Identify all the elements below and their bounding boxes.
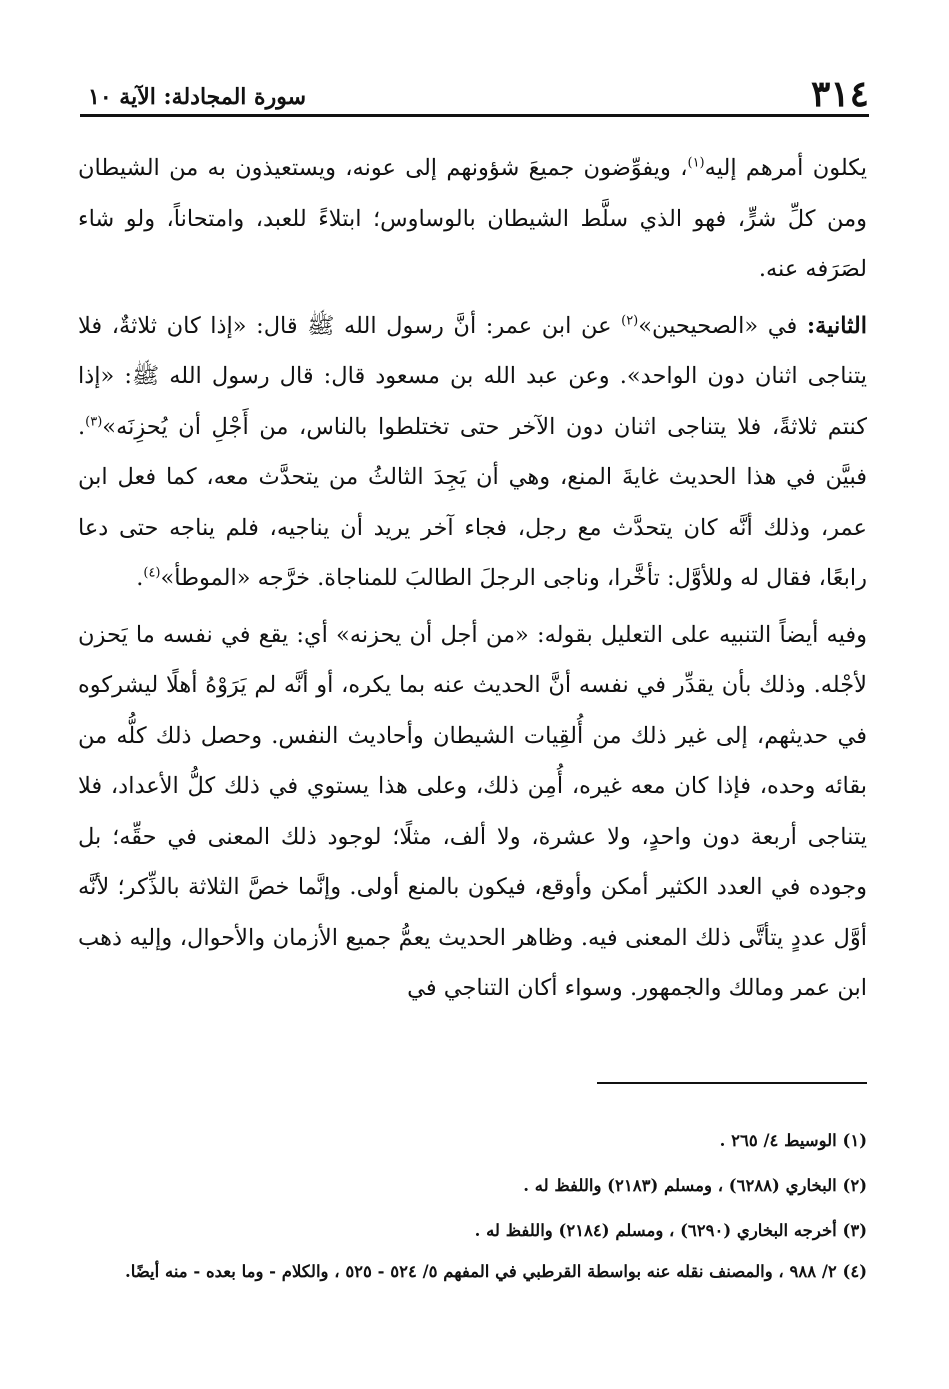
running-title: سورة المجادلة: الآية ١٠ [88,84,306,111]
paragraph-text: في «الصحيحين» [638,312,807,339]
footnote-ref[interactable]: (٣) [85,414,103,429]
footnote: (٤) ٢/ ٩٨٨ ، والمصنف نقله عنه بواسطة القرطبي في المفهم ٥/ ٥٢٤ - ٥٢٥ ، والكلام - وما بعده - منه أيضًا. [124,1262,867,1281]
footnote: (٣) أخرجه البخاري (٦٢٩٠) ، ومسلم (٢١٨٤) واللفظ له . [474,1221,867,1240]
paragraph-text: . فبيَّن في هذا الحديث غايةَ المنع، وهي أن يَجِدَ الثالثُ من يتحدَّث معه، كما فعل ابن عمر، وذلك أنَّه كان يتحدَّث مع رجل، فجاء آخر يريد أن يناجيه، فلم يناجه حتى دعا رابعًا، فقال له وللأوَّل: تأخَّرا، وناجى الرجلَ الطالبَ للمناجاة. خرَّجه «الموطأ» [78,413,867,591]
paragraph-text: يكلون أمرهم إليه [704,155,867,181]
section-lead: الثانية: [806,312,867,339]
paragraph-text: ، ويفوِّضون جميعَ شؤونهم إلى عونه، ويستعيذون به من الشيطان ومن كلِّ شرٍّ، فهو الذي سلَّط الشيطان بالوساوس؛ ابتلاءً للعبد، وامتحاناً، ولو شاء لصَرَفه عنه. [78,155,867,282]
footnotes [78,1118,867,1291]
page-header [80,60,869,117]
footnote-ref[interactable]: (١) [687,155,705,171]
paragraph [78,143,867,295]
footnote-separator [597,1082,867,1084]
paragraph [78,301,867,604]
main-text [78,143,867,1014]
page-number: ٣١٤ [810,73,869,115]
footnote-ref[interactable]: (٤) [143,565,161,581]
footnote: (٢) البخاري (٦٢٨٨) ، ومسلم (٢١٨٣) واللفظ له . [523,1176,867,1195]
paragraph-text: وفيه أيضاً التنبيه على التعليل بقوله: «من أجل أن يحزنه» أي: يقع في نفسه ما يَحزن لأجْله. وذلك بأن يقدِّر في نفسه أنَّ الحديث عنه بما يكره، أو أنَّه لم يَرَوْهُ أهلًا ليشركوه في حديثهم، إلى غير ذلك من أُلقِيات الشيطان وأحاديث النفس. وحصل ذلك كلُّه من بقائه وحده، فإذا كان معه غيره، أُمِن ذلك، وعلى هذا يستوي في ذلك كلُّ الأعداد، فلا يتناجى أربعة دون واحدٍ، ولا عشرة، ولا ألف، مثلًا؛ لوجود ذلك المعنى في حقِّه؛ بل وجوده في العدد الكثير أمكن وأوقع، فيكون بالمنع أولى. وإنَّما خصَّ الثلاثة بالذِّكر؛ لأنَّه أوَّل عددٍ يتأتَّى ذلك المعنى فيه. وظاهر الحديث يعمُّ جميع الأزمان والأحوال، وإليه ذهب ابن عمر ومالك والجمهور. وسواء أكان التناجي في [78,621,867,1001]
footnote: (١) الوسيط ٤/ ٢٦٥ . [719,1131,867,1150]
paragraph-text: . [136,565,144,591]
paragraph [78,610,867,1014]
paragraph-text: عن ابن عمر: أنَّ رسول الله ﷺ قال: «إذا كان ثلاثةٌ، فلا يتناجى اثنان دون الواحد». وعن عبد الله بن مسعود قال: قال رسول الله ﷺ: «إذا كنتم ثلاثةً، فلا يتناجى اثنان دون الآخر حتى تختلطوا بالناس، من أَجْلِ أن يُحزِنَه» [78,312,867,440]
footnote-ref[interactable]: (٢) [621,313,639,328]
